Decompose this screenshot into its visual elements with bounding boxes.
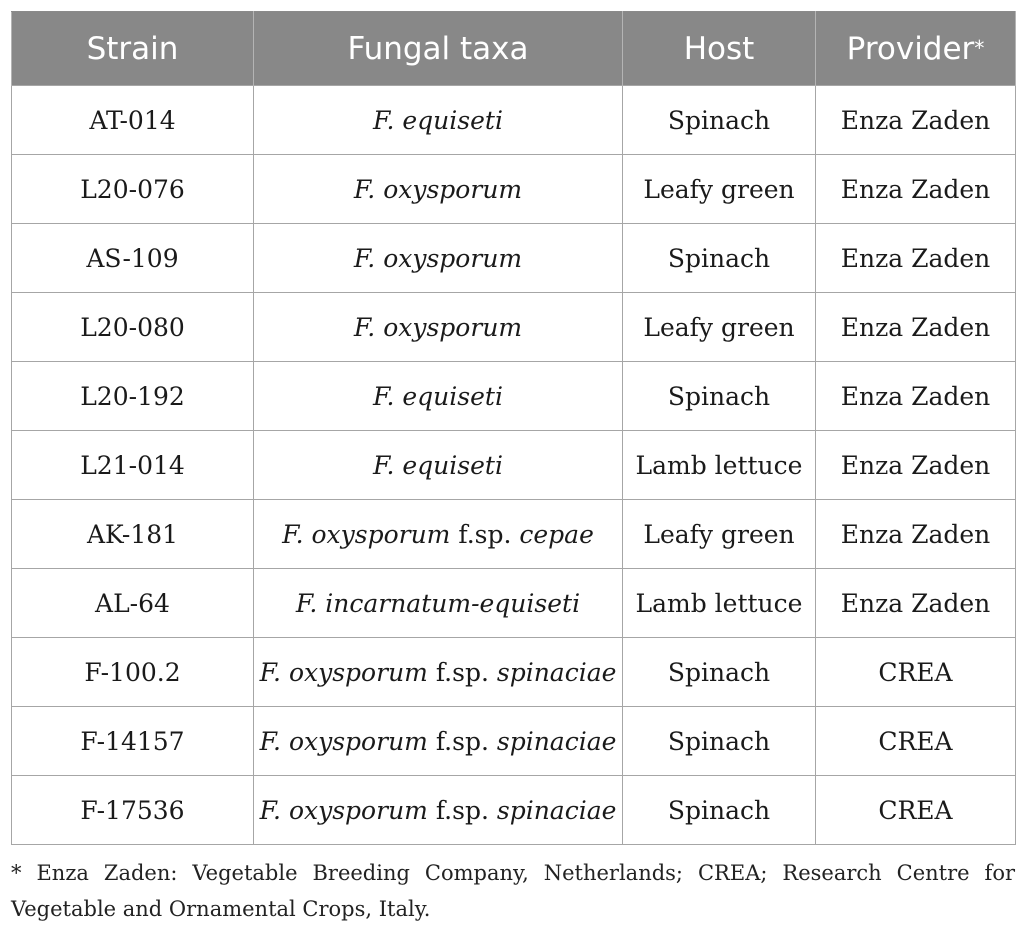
cell-strain: F-100.2 xyxy=(12,638,254,707)
cell-strain: AK-181 xyxy=(12,500,254,569)
header-fungal-taxa: Fungal taxa xyxy=(254,12,623,86)
cell-fungal-taxa xyxy=(254,638,623,707)
cell-host: Leafy green xyxy=(623,155,816,224)
taxa-forma-specialis: f.sp. xyxy=(450,519,520,549)
table-row xyxy=(12,155,1016,224)
cell-host: Lamb lettuce xyxy=(623,431,816,500)
taxa-name: F. equiseti xyxy=(373,450,503,480)
table-row xyxy=(12,500,1016,569)
taxa-forma-specialis: f.sp. xyxy=(427,795,497,825)
table-row xyxy=(12,86,1016,155)
table-row xyxy=(12,431,1016,500)
taxa-name: F. oxysporum xyxy=(353,312,523,342)
taxa-name: F. oxysporum xyxy=(353,174,523,204)
taxa-name: F. equiseti xyxy=(373,105,503,135)
table-footnote: * Enza Zaden: Vegetable Breeding Company, Netherlands; CREA; Research Centre for Vegetable and Ornamental Crops, Italy. xyxy=(11,861,1015,921)
cell-provider: Enza Zaden xyxy=(816,293,1016,362)
taxa-forma-specialis: f.sp. xyxy=(427,657,497,687)
cell-fungal-taxa xyxy=(254,155,623,224)
cell-fungal-taxa xyxy=(254,86,623,155)
cell-host: Spinach xyxy=(623,638,816,707)
taxa-name: F. equiseti xyxy=(373,381,503,411)
cell-strain: L21-014 xyxy=(12,431,254,500)
cell-host: Spinach xyxy=(623,362,816,431)
taxa-name: F. oxysporum xyxy=(353,243,523,273)
cell-host: Spinach xyxy=(623,86,816,155)
cell-fungal-taxa xyxy=(254,431,623,500)
table-row xyxy=(12,293,1016,362)
header-row xyxy=(12,12,1016,86)
cell-fungal-taxa xyxy=(254,224,623,293)
taxa-name: F. oxysporum xyxy=(259,795,428,825)
header-provider-label: Provider xyxy=(846,30,975,67)
cell-provider: Enza Zaden xyxy=(816,500,1016,569)
cell-provider: Enza Zaden xyxy=(816,86,1016,155)
cell-provider: Enza Zaden xyxy=(816,224,1016,293)
table-row xyxy=(12,776,1016,845)
taxa-forma-name: spinaciae xyxy=(496,795,617,825)
cell-provider: CREA xyxy=(816,776,1016,845)
cell-strain: AL-64 xyxy=(12,569,254,638)
taxa-name: F. oxysporum xyxy=(259,657,428,687)
cell-strain: L20-076 xyxy=(12,155,254,224)
table-row xyxy=(12,224,1016,293)
cell-host: Spinach xyxy=(623,224,816,293)
cell-host: Leafy green xyxy=(623,293,816,362)
cell-provider: Enza Zaden xyxy=(816,362,1016,431)
cell-fungal-taxa xyxy=(254,293,623,362)
cell-fungal-taxa xyxy=(254,776,623,845)
cell-strain: L20-080 xyxy=(12,293,254,362)
cell-provider: CREA xyxy=(816,638,1016,707)
table-row xyxy=(12,362,1016,431)
header-host: Host xyxy=(623,12,816,86)
taxa-name: F. incarnatum-equiseti xyxy=(295,588,581,618)
header-provider xyxy=(816,12,1016,86)
cell-provider: Enza Zaden xyxy=(816,431,1016,500)
cell-provider: Enza Zaden xyxy=(816,155,1016,224)
cell-fungal-taxa xyxy=(254,569,623,638)
cell-provider: Enza Zaden xyxy=(816,569,1016,638)
table-body xyxy=(12,86,1016,845)
table-row xyxy=(12,638,1016,707)
header-strain: Strain xyxy=(12,12,254,86)
cell-fungal-taxa xyxy=(254,500,623,569)
cell-host: Lamb lettuce xyxy=(623,569,816,638)
cell-strain: L20-192 xyxy=(12,362,254,431)
taxa-name: F. oxysporum xyxy=(259,726,428,756)
strain-table-container xyxy=(11,11,1015,845)
cell-strain: AS-109 xyxy=(12,224,254,293)
table-row xyxy=(12,569,1016,638)
cell-strain: F-17536 xyxy=(12,776,254,845)
cell-host: Spinach xyxy=(623,707,816,776)
taxa-forma-name: spinaciae xyxy=(496,657,617,687)
table-row xyxy=(12,707,1016,776)
cell-fungal-taxa xyxy=(254,362,623,431)
footnote-marker: * xyxy=(974,35,985,60)
cell-strain: AT-014 xyxy=(12,86,254,155)
taxa-name: F. oxysporum xyxy=(282,519,451,549)
cell-host: Leafy green xyxy=(623,500,816,569)
taxa-forma-name: cepae xyxy=(519,519,594,549)
taxa-forma-specialis: f.sp. xyxy=(427,726,497,756)
cell-provider: CREA xyxy=(816,707,1016,776)
taxa-forma-name: spinaciae xyxy=(496,726,617,756)
strain-table xyxy=(11,11,1016,845)
cell-host: Spinach xyxy=(623,776,816,845)
table-header xyxy=(12,12,1016,86)
cell-strain: F-14157 xyxy=(12,707,254,776)
cell-fungal-taxa xyxy=(254,707,623,776)
